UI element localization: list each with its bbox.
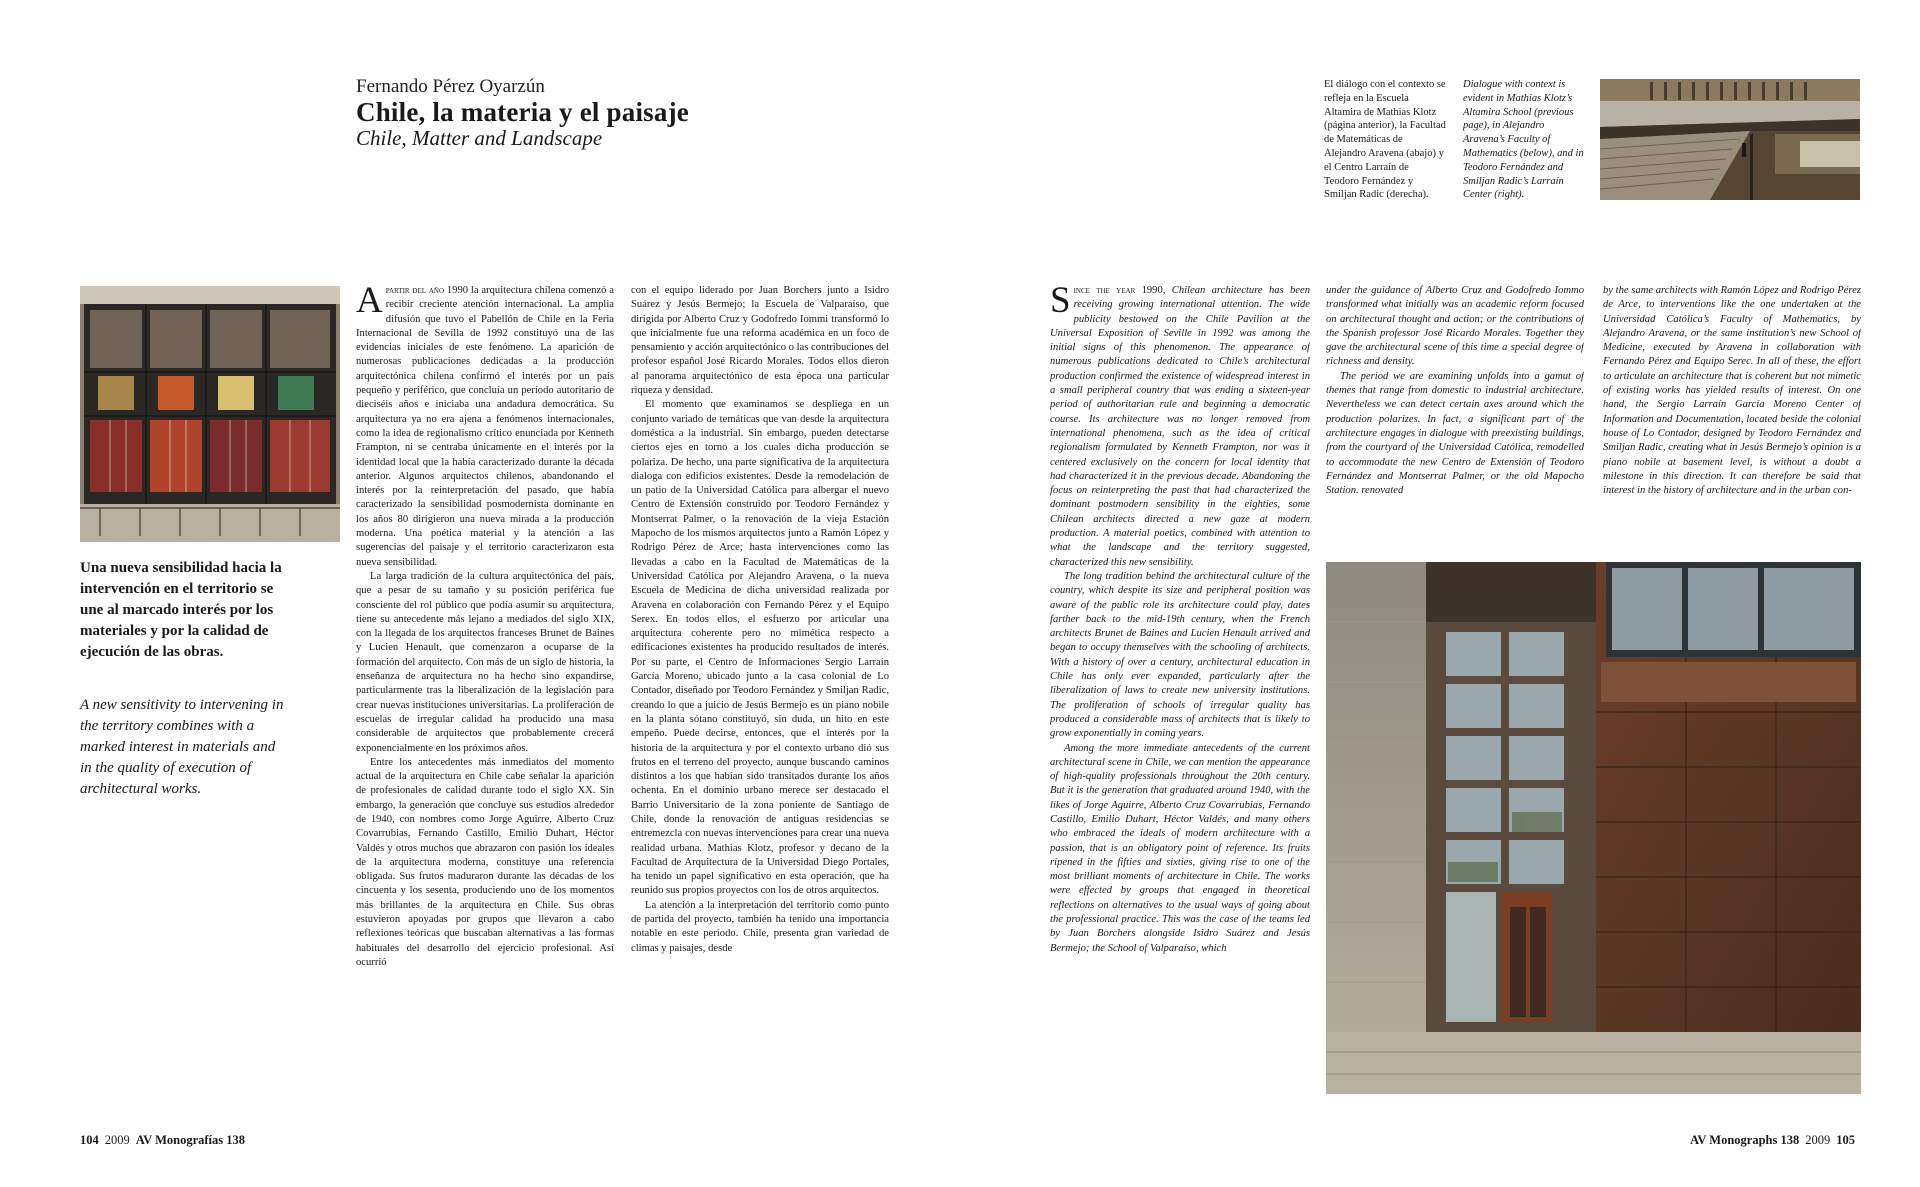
caption-spanish: El diálogo con el contexto se refleja en la Escuela Altamira de Mathias Klotz (página anterior), la Facultad de Matemáticas de Alejandro Aravena (abajo) y el Centro Larraín de Teodoro Fernández y Smiljan Radic (derecha). <box>1324 79 1446 201</box>
page-number: 105 <box>1836 1133 1855 1147</box>
pullquote-spanish: Una nueva sensibilidad hacia la intervención en el territorio se une al marcado interés por los materiales y por la calidad de ejecución de las obras. <box>80 560 282 660</box>
photo-larrain-center <box>1326 562 1861 1094</box>
spanish-paragraph-4: con el equipo liderado por Juan Borchers junto a Isidro Suárez y Jesús Bermejo; la Escuela de Valparaíso, que dirigida por Alberto Cruz y Godofredo Iommi transformó lo que inicialmente fue una reforma académica en un foco de pensamiento y acción arquitectónico o las contribuciones del profesor español José Ricardo Morales. Todos ellos dieron al panorama arquitectónico de esta época una particular riqueza y densidad. <box>631 285 889 397</box>
english-paragraph-6: by the same architects with Ramón López and Rodrigo Pérez de Arce, to interventions like the one undertaken at the Universidad Católica’s Faculty of Mathematics, by Alejandro Aravena, or the same institution’s new School of Medicine, executed by Aravena in collaboration with Fernando Pérez and Equipo Serec. In all of these, the effort to articulate an architecture that is coherent but not mimetic of existing works has yielded results of interest. On one hand, the Sergio Larraín García Moreno Center of Information and Documentation, located beside the colonial house of Lo Contador, designed by Teodoro Fernández and Smiljan Radic, creating what in Jesús Bermejo’s opinion is a piano nobile at basement level, is without a doubt a milestone in this direction. It can therefore be said that interest in the history of architecture and in the urban con- <box>1603 285 1861 497</box>
english-paragraph-4: under the guidance of Alberto Cruz and Godofredo Iommo transformed what initially was an academic reform focused on architectural thought and action; or the contributions of the Spanish professor José Ricardo Morales. Together they gave the architectural scene of this time a special degree of richness and density. <box>1326 285 1584 368</box>
article-title: Chile, la materia y el paisaje <box>356 97 689 127</box>
page-folio-left <box>80 1133 251 1148</box>
caption-english: Dialogue with context is evident in Mathias Klotz’s Altamira School (previous page), in Alejandro Aravena’s Faculty of Mathematics (below), and in Teodoro Fernández and Smiljan Radic’s Larraín Center (right). <box>1463 79 1584 201</box>
english-paragraph-3: Among the more immediate antecedents of the current architectural scene in Chile, we can mention the appearance of high-quality professionals throughout the 20th century. But it is the generation that graduated around 1940, with the likes of Jorge Aguirre, Alberto Cruz Covarrubias, Fernando Castillo, Emilio Duhart, Héctor Valdés, and many others who embraced the ideals of modern architecture with a passion, that is an obligatory point of reference. Its fruits ripened in the fifties and sixties, giving rise to one of the most brilliant moments of architecture in Chile. The works were effected by groups that engaged in theoretical reflections on alternatives to the usual ways of going about the professional practice. This was the case of the teams led by Juan Borchers alongside Isidro Suárez and Jesús Bermejo; the School of Valparaíso, which <box>1050 742 1310 954</box>
spanish-paragraph-6: La atención a la interpretación del territorio como punto de partida del proyecto, también ha tenido una importancia notable en este período. Chile, presenta gran variedad de climas y paisajes, desde <box>631 899 889 954</box>
lead-in: partir del año 1990 <box>385 285 469 296</box>
issue-year: 2009 <box>104 1133 130 1147</box>
english-column-3 <box>1603 284 1861 554</box>
publication-name: AV Monographs 138 <box>1689 1133 1800 1147</box>
english-paragraph-1: Since the year 1990, Chilean architecture has been receiving growing international attention. The wide publicity bestowed on the Chile Pavilion at the Universal Exposition of Seville in 1992 was among the initial signs of this phenomenon. The appearance of numerous publications dedicated to Chile’s architectural production confirmed the existence of widespread interest in a small peripheral country that was ending a sixteen-year period of authoritarian rule and beginning a democratic course. Its architecture was no longer removed from international phenomena, such as the idea of critical regionalism formulated by Kenneth Frampton, nor was it centered exclusively on the concern for local identity that had characterized it in the previous decade. Abandoning the focus on reinterpreting the past that had characterized the dominant postmodern sensibility in the eighties, some Chilean architects directed a new gaze at modern production. A material poetics, combined with attention to what the landscape and the territory suggested, characterized this new sensibility. <box>1050 284 1310 568</box>
spanish-paragraph-5: El momento que examinamos se despliega en un conjunto variado de temáticas que van desde la arquitectura doméstica a la industrial. Sin embargo, pueden detectarse ciertos ejes en torno a los cuales dicha producción se polariza. De hecho, una parte significativa de la arquitectura dialoga con edificios existentes. Desde la remodelación de un patio de la Universidad Católica para albergar el nuevo Centro de Extensión construido por Teodoro Fernández y Montserrat Palmer, o la renovación de la vieja Estación Mapocho de los mismos arquitectos junto a Ramón López y Rodrigo Pérez de Arce; hasta intervenciones como las llevadas a cabo en la Facultad de Matemáticas de la Universidad Católica por Alejandro Aravena, o la nueva Escuela de Medicina de dicha universidad realizada por Aravena en colaboración con Fernando Pérez y el Equipo Serex. En todos ellos, el esfuerzo por articular una arquitectura coherente pero no mimética respecto a edificaciones existentes ha producido resultados de interés. Por su parte, el Centro de Informaciones Sergio Larraín García Moreno, ubicado junto a la casa colonial de Lo Contador, diseñado por Teodoro Fernández y Smiljan Radic, creando lo que a juicio de Jesús Bermejo es un piano nobile en la planta sótano constituyó, sin duda, un hito en este empeño. Puede decirse, entonces, que el interés por la historia de la arquitectura y por el contexto urbano dió sus frutos en el terreno del proyecto, aunque buscando caminos distintos a los que habían sido transitados durante los años ochenta. En el dominio urbano merece ser destacado el Barrio Universitario de la zona poniente de Santiago de Chile, donde la renovación de antiguas residencias se entremezcla con nuevas intervenciones para crear una nueva realidad urbana. Mathias Klotz, profesor y decano de la Facultad de Arquitectura de la Universidad Diego Portales, ha tenido un papel significativo en esta operación, que ha reunido sus propios proyectos con los de otros arquitectos. <box>631 399 889 897</box>
spanish-paragraph-2: La larga tradición de la cultura arquitectónica del país, que a pesar de su tamaño y su posición periférica fue consciente del rol público que podía asumir su arquitectura, tiene su antecedente más lejano a mediados del siglo XIX, con la llegada de los arquitectos franceses Brunet de Baines y Lucien Henault, que comenzaron a ocuparse de la formación del arquitecto. Con más de un siglo de historia, la enseñanza de arquitectura no ha hecho sino expandirse, particularmente tras la liberalización de la legislación para crear nuevas instituciones universitarias. La proliferación de escuelas de irregular calidad ha producido una masa considerable de arquitectos que probablemente crecerá exponencialmente en los próximos años. <box>356 570 614 754</box>
english-paragraph-5: The period we are examining unfolds into a gamut of themes that range from domestic to industrial architecture. Nevertheless we can detect certain axes around which the production polarizes. In fact, a significant part of the architecture engages in dialogue with preexisting buildings, from the courtyard of the Universidad Católica, remodelled to accommodate the new Centro de Extensión of Teodoro Fernández and Montserrat Palmer, or the old Mapocho Station. renovated <box>1326 370 1584 497</box>
drop-cap: S <box>1050 284 1071 321</box>
author-name: Fernando Pérez Oyarzún <box>356 76 545 97</box>
article-subtitle: Chile, Matter and Landscape <box>356 126 603 150</box>
spanish-column-1 <box>356 284 614 1094</box>
spanish-column-2 <box>631 284 889 1094</box>
english-paragraph-2: The long tradition behind the architectural culture of the country, which despite its size and peripheral position was aware of the public role its architecture could play, dates farther back to the mid-19th century, when the French architects Brunet de Baines and Lucien Henault arrived and began to occupy themselves with the schooling of architects. With a history of over a century, architectural education in Chile has only ever expanded, particularly after the liberalization of laws to create new university institutions. The proliferation of schools of irregular quality has produced a considerable mass of architects that is likely to grow exponentially in coming years. <box>1050 570 1310 740</box>
page-folio-right <box>1690 1133 1861 1148</box>
publication-name: AV Monografías 138 <box>135 1133 246 1147</box>
spanish-paragraph-3: Entre los antecedentes más inmediatos del momento actual de la arquitectura en Chile cabe señalar la aparición de profesionales de calidad durante todo el siglo XX. Sin embargo, la generación que concluye sus estudios alrededor de 1940, con nombres como Jorge Aguirre, Alberto Cruz Covarrubias, Fernando Castillo, Emilio Duhart, Héctor Valdés y otros muchos que abrazaron con pasión los ideales de la arquitectura moderna, constituye una referencia obligada. Sus frutos maduraron durante las décadas de los cincuenta y los sesenta, produciendo uno de los momentos más brillantes de la arquitectura en Chile. Sus obras estuvieron apoyadas por grupos que llevaron a cabo reflexiones teóricas que buscaban alternativas a las formas habituales del desarrollo del ejercicio profesional. Así ocurrió <box>356 756 614 968</box>
page-number: 104 <box>80 1133 99 1147</box>
photo-faculty-mathematics <box>1600 79 1860 200</box>
photo-altamira-school-facade <box>80 286 340 542</box>
drop-cap: A <box>356 284 383 321</box>
english-column-2 <box>1326 284 1584 554</box>
pullquote-english: A new sensitivity to intervening in the territory combines with a marked interest in materials and in the quality of execution of architectural works. <box>80 697 284 797</box>
spanish-paragraph-1: Apartir del año 1990 la arquitectura chilena comenzó a recibir creciente atención internacional. La amplia difusión que tuvo el Pabellón de Chile en la Feria Internacional de Sevilla de 1992 constituyó una de las evidencias iniciales de este fenómeno. La aparición de numerosas publicaciones dedicadas a la producción arquitectónica chilena confirmó el interés por un país pequeño y periférico, que concluía un período autoritario de dieciséis años e iniciaba una andadura democrática. Su arquitectura ya no era ajena a fenómenos internacionales, como la idea de regionalismo crítico enunciada por Kenneth Frampton, ni se centraba únicamente en el interés por la identidad local que la había caracterizado durante la década anterior. Algunos arquitectos chilenos, abandonando el interés por la reinterpretación del pasado, que había caracterizado la sensibilidad posmodernista dominante en los años 80 dirigieron una nueva mirada a la producción moderna. Una poética material y la atención a las sugerencias del paisaje y el territorio caracterizaron esta nueva sensibilidad. <box>356 284 614 568</box>
english-column-1 <box>1050 284 1310 1094</box>
lead-in: ince the year 1990, <box>1073 285 1166 296</box>
issue-year: 2009 <box>1805 1133 1831 1147</box>
